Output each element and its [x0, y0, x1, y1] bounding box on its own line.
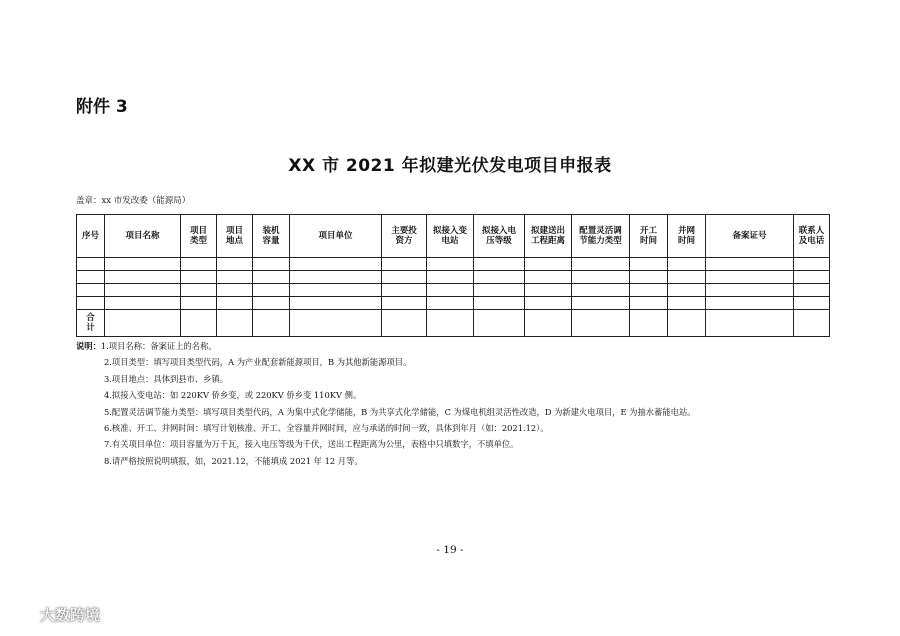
total-label: 合计: [77, 310, 105, 337]
header-cell: 项目名称: [105, 215, 181, 258]
table-row: [77, 284, 830, 297]
notes-heading: 说明：: [76, 341, 101, 351]
note-item: 4.拟接入变电站：如 220KV 侨乡变，或 220KV 侨乡变 110KV 侧。: [104, 390, 362, 401]
header-cell: 开工时间: [630, 215, 668, 258]
table-header-row: [77, 215, 830, 258]
note-item: 6.核准、开工、并网时间：填写计划核准、开工、全容量并网时间，应与承诺的时间一致，具体到年月（如：2021.12）。: [104, 423, 549, 434]
document-title: XX 市 2021 年拟建光伏发电项目申报表: [288, 156, 612, 176]
header-cell: 拟建送出工程距离: [525, 215, 572, 258]
table-row: [77, 271, 830, 284]
header-cell: 主要投资方: [382, 215, 427, 258]
header-cell: 项目地点: [217, 215, 253, 258]
page-number: - 19 -: [436, 544, 464, 556]
table-row: [77, 258, 830, 271]
table-row: [77, 297, 830, 310]
header-cell: 联系人及电话: [794, 215, 830, 258]
header-cell: 项目类型: [181, 215, 217, 258]
watermark: [8, 604, 100, 625]
notes-section: [76, 338, 836, 469]
note-item: 8.请严格按照说明填报，如，2021.12，不能填成 2021 年 12 月等。: [104, 455, 363, 466]
header-cell: 配置灵活调节能力类型: [572, 215, 630, 258]
header-cell: 装机容量: [253, 215, 290, 258]
seal-line: 盖章：xx 市发改委（能源局）: [76, 196, 191, 206]
report-table: [76, 214, 830, 337]
note-item: 5.配置灵活调节能力类型：填写项目类型代码，A 为集中式化学储能，B 为共享式化学储能，C 为煤电机组灵活性改造，D 为新建火电项目，E 为抽水蓄能电站。: [104, 406, 696, 417]
note-item: 1.项目名称：备案证上的名称。: [100, 341, 217, 351]
note-item: 7.有关项目单位：项目容量为万千瓦，接入电压等级为千伏，送出工程距离为公里，表格中只填数字，不填单位。: [104, 439, 519, 450]
note-item: 3.项目地点：具体到县市、乡镇。: [104, 373, 229, 384]
header-cell: 拟接入变电站: [427, 215, 474, 258]
watermark-text: 大数跨境: [40, 606, 101, 624]
total-row: [77, 310, 830, 337]
note-item: 2.项目类型：填写项目类型代码，A 为产业配套新能源项目，B 为其他新能源项目。: [104, 357, 412, 368]
header-cell: 备案证号: [706, 215, 794, 258]
header-cell: 拟接入电压等级: [474, 215, 525, 258]
watermark-logo-icon: [8, 606, 36, 624]
attachment-label: 附件 3: [76, 97, 128, 117]
header-cell: 项目单位: [290, 215, 382, 258]
table-body: [77, 258, 830, 337]
header-cell: 序号: [77, 215, 105, 258]
header-cell: 并网时间: [668, 215, 706, 258]
